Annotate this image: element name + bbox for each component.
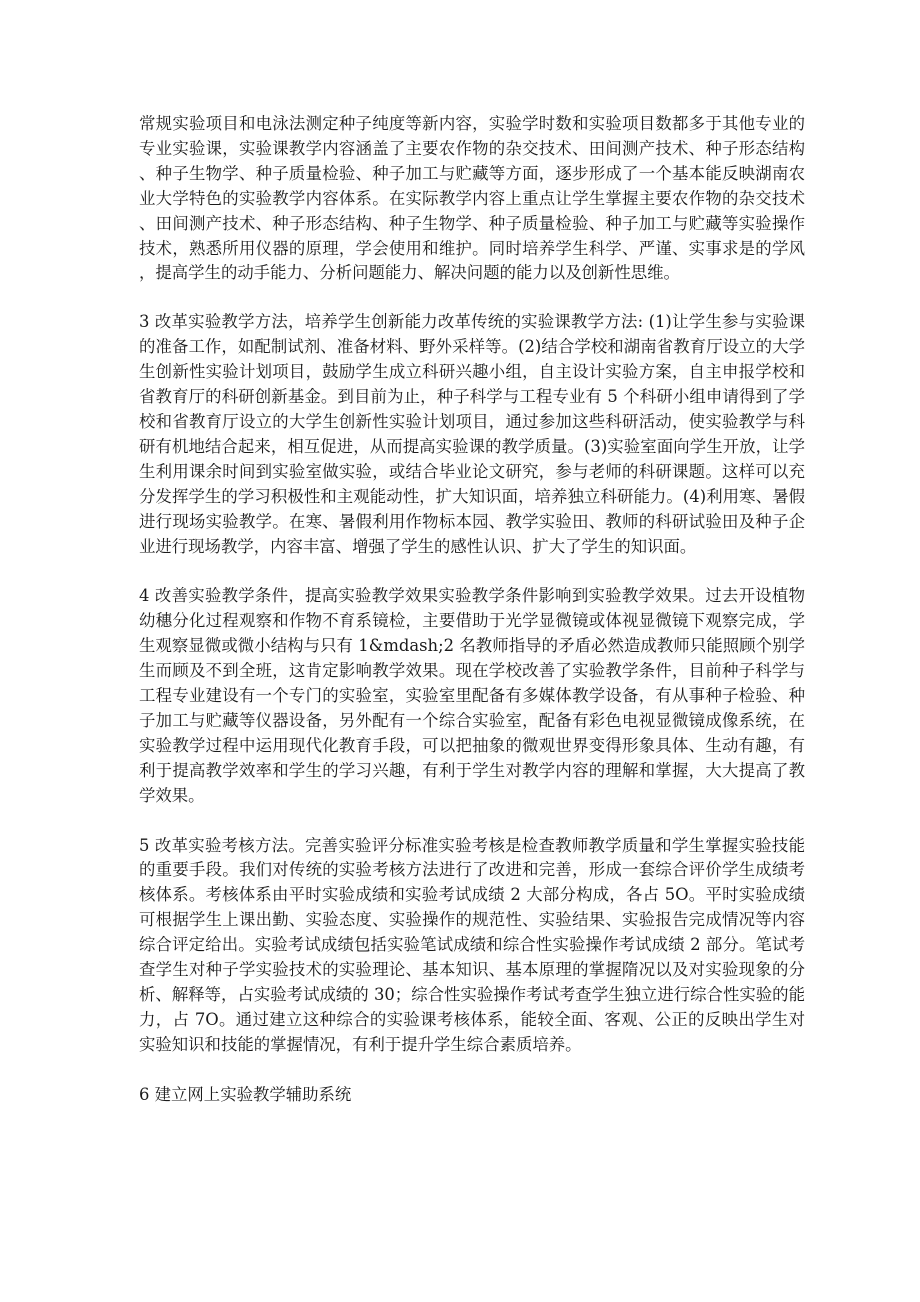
section-heading-6: 6 建立网上实验教学辅助系统 bbox=[139, 1084, 352, 1104]
document-body bbox=[139, 112, 805, 1108]
paragraph-2: 3 改革实验教学方法，培养学生创新能力改革传统的实验课教学方法: (1)让学生参与实验课的准备工作，如配制试剂、准备材料、野外采样等。(2)结合学校和湖南省教育厅设立的大学生创新性实验计划项目，鼓励学生成立科研兴趣小组，自主设计实验方案，自主申报学校和省教育厅的科研创新基金。到目前为止，种子科学与工程专业有 5 个科研小组申请得到了学校和省教育厅设立的大学生创新性实验计划项目，通过参加这些科研活动，使实验教学与科研有机地结合起来，相互促进，从而提高实验课的教学质量。(3)实验室面向学生开放，让学生利用课余时间到实验室做实验，或结合毕业论文研究，参与老师的科研课题。这样可以充分发挥学生的学习积极性和主观能动性，扩大知识面，培养独立科研能力。(4)利用寒、暑假进行现场实验教学。在寒、暑假利用作物标本园、教学实验田、教师的科研试验田及种子企业进行现场教学，内容丰富、增强了学生的感性认识、扩大了学生的知识面。 bbox=[139, 312, 805, 556]
paragraph-4: 5 改革实验考核方法。完善实验评分标准实验考核是检查教师教学质量和学生掌握实验技能的重要手段。我们对传统的实验考核方法进行了改进和完善，形成一套综合评价学生成绩考核体系。考核体系由平时实验成绩和实验考试成绩 2 大部分构成，各占 5O。平时实验成绩可根据学生上课出勤、实验态度、实验操作的规范性、实验结果、实验报告完成情况等内容综合评定给出。实验考试成绩包括实验笔试成绩和综合性实验操作考试成绩 2 部分。笔试考查学生对种子学实验技术的实验理论、基本知识、基本原理的掌握隋况以及对实验现象的分析、解释等，占实验考试成绩的 30；综合性实验操作考试考查学生独立进行综合性实验的能力，占 7O。通过建立这种综合的实验课考核体系，能较全面、客观、公正的反映出学生对实验知识和技能的掌握情况，有利于提升学生综合素质培养。 bbox=[139, 835, 805, 1054]
paragraph-3: 4 改善实验教学条件，提高实验教学效果实验教学条件影响到实验教学效果。过去开设植物幼穗分化过程观察和作物不育系镜检，主要借助于光学显微镜或体视显微镜下观察完成，学生观察显微或微小结构与只有 1&mdash;2 名教师指导的矛盾必然造成教师只能照顾个别学生而顾及不到全班，这肯定影响教学效果。现在学校改善了实验教学条件，目前种子科学与工程专业建设有一个专门的实验室，实验室里配备有多媒体教学设备，有从事种子检验、种子加工与贮藏等仪器设备，另外配有一个综合实验室，配备有彩色电视显微镜成像系统，在实验教学过程中运用现代化教育手段，可以把抽象的微观世界变得形象具体、生动有趣，有利于提高教学效率和学生的学习兴趣，有利于学生对教学内容的理解和掌握，大大提高了教学效果。 bbox=[139, 586, 805, 805]
paragraph-1: 常规实验项目和电泳法测定种子纯度等新内容，实验学时数和实验项目数都多于其他专业的专业实验课，实验课教学内容涵盖了主要农作物的杂交技术、田间测产技术、种子形态结构、种子生物学、种子质量检验、种子加工与贮藏等方面，逐步形成了一个基本能反映湖南农业大学特色的实验教学内容体系。在实际教学内容上重点让学生掌握主要农作物的杂交技术、田间测产技术、种子形态结构、种子生物学、种子质量检验、种子加工与贮藏等实验操作技术，熟悉所用仪器的原理，学会使用和维护。同时培养学生科学、严谨、实事求是的学风，提高学生的动手能力、分析问题能力、解决问题的能力以及创新性思维。 bbox=[139, 114, 805, 283]
